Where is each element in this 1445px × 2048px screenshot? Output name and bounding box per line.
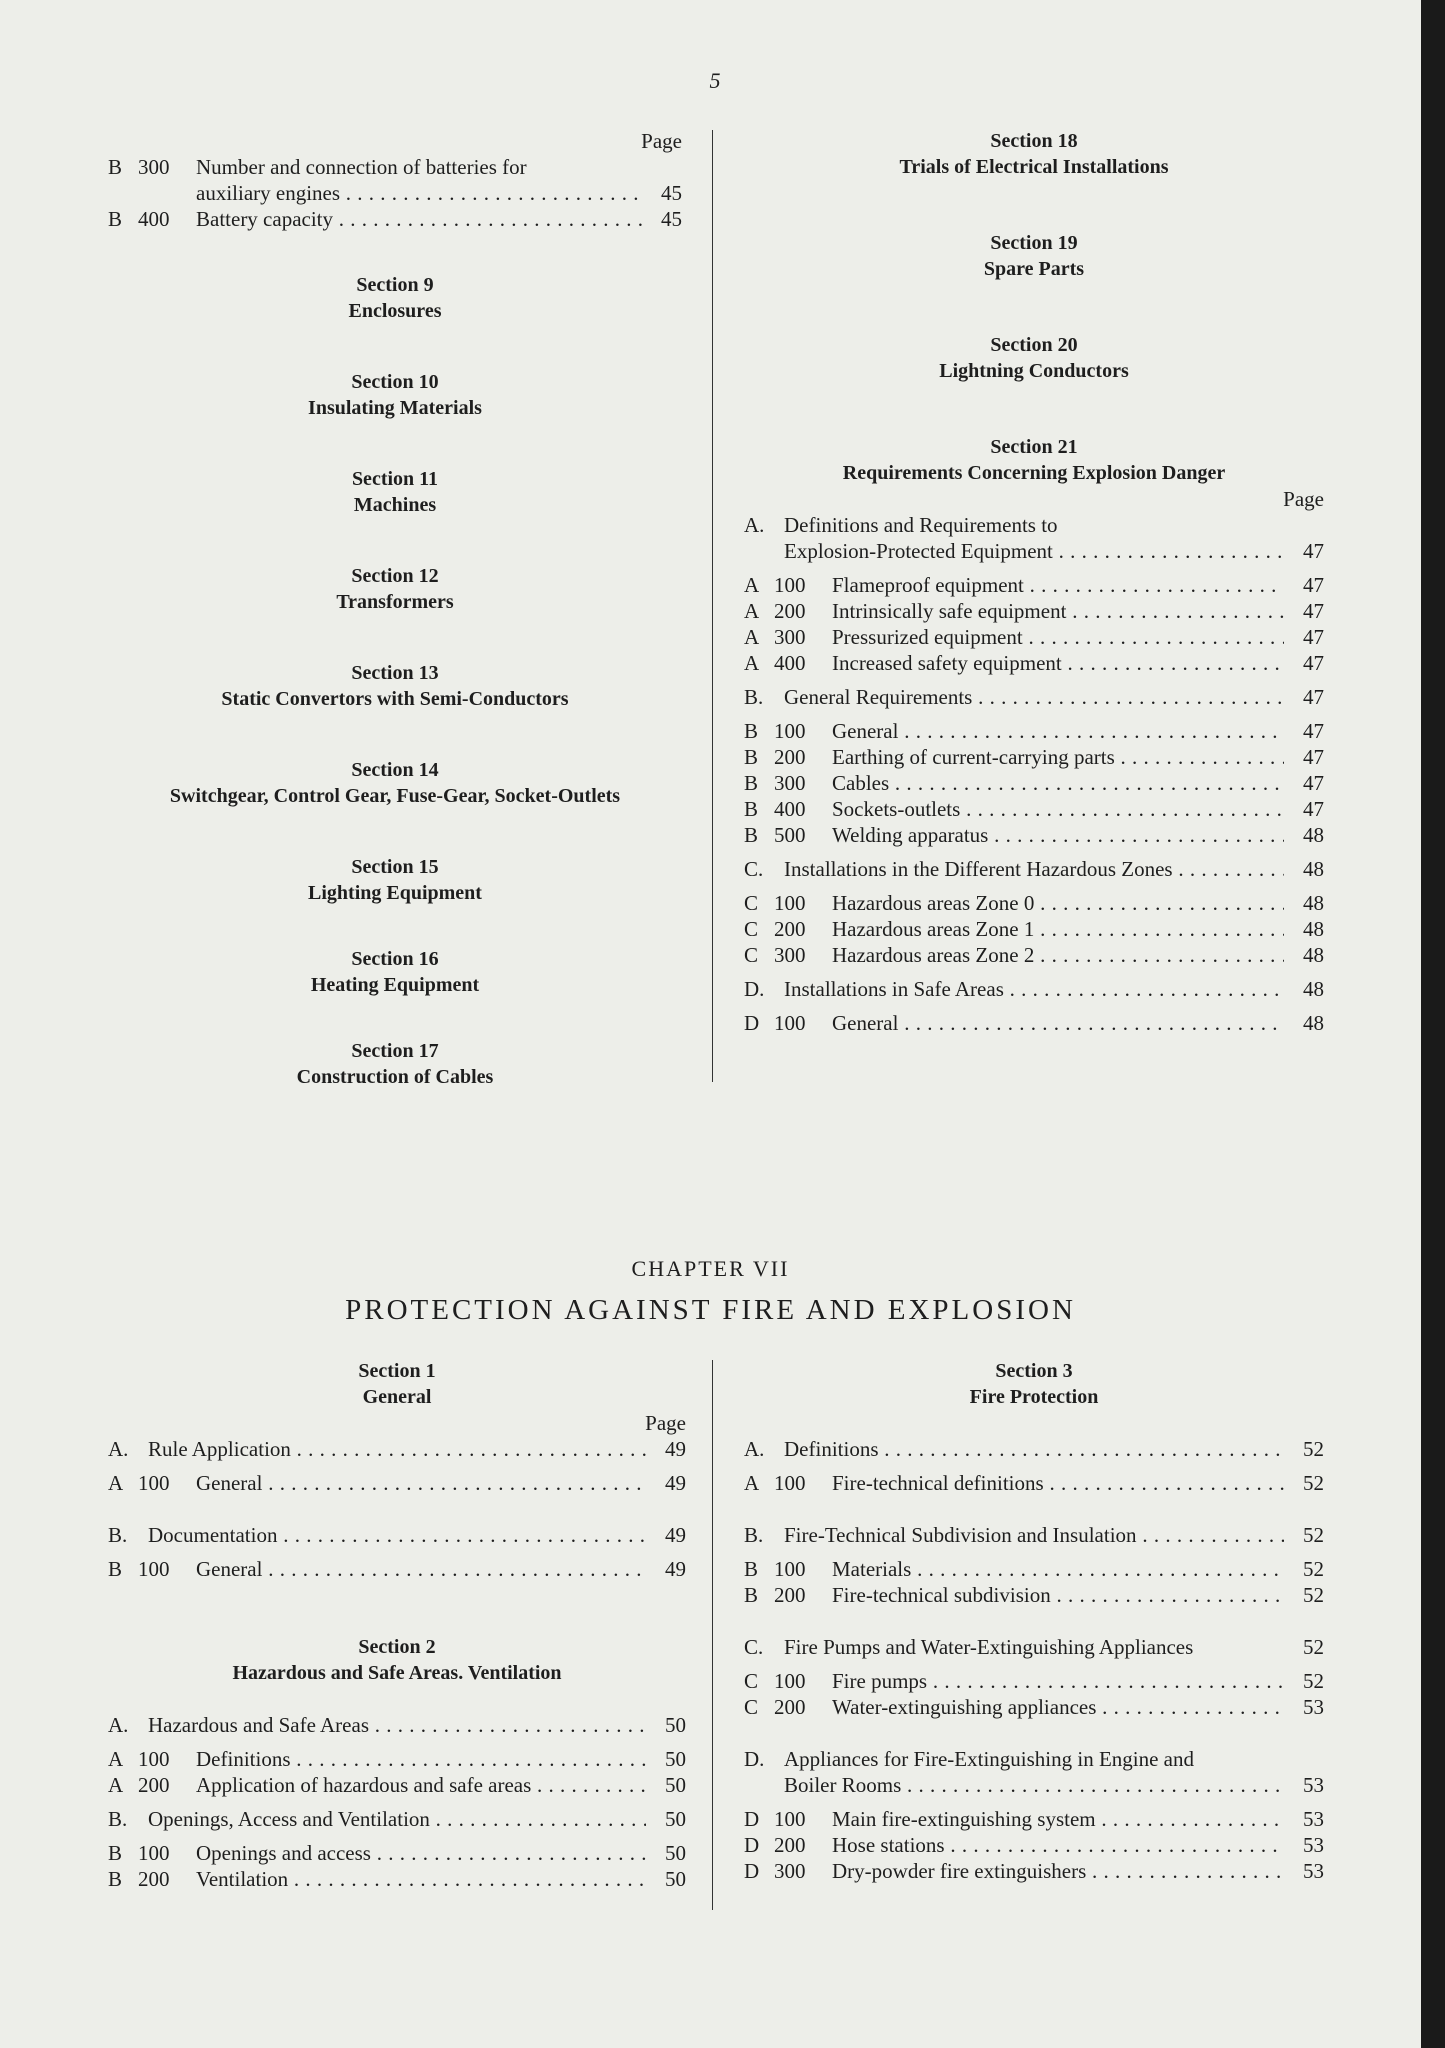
toc-group-heading-continued[interactable] (744, 538, 1324, 564)
toc-entry[interactable]: A 200 Application of hazardous and safe areas . . . 50 (108, 1772, 686, 1798)
toc-group-heading[interactable]: D. Appliances for Fire-Extinguishing in Engine and (744, 1747, 1195, 1771)
toc-group-heading-continued[interactable]: Boiler Rooms . . . 53 (744, 1772, 1324, 1798)
group-title: Definitions and Requirements to (784, 513, 1058, 537)
group-title: Installations in Safe Areas . . . (784, 976, 1284, 1002)
section-heading[interactable]: Section 10 Insulating Materials (308, 371, 482, 419)
toc-group-heading[interactable]: C. Fire Pumps and Water-Extinguishing Appliances 52 (744, 1635, 1324, 1659)
toc-group-heading[interactable]: B. Openings, Access and Ventilation . . . 50 (108, 1806, 686, 1832)
page-column-header: Page (645, 1411, 686, 1435)
toc-entry[interactable]: C 200 Hazardous areas Zone 1 . . . 48 (744, 916, 1324, 942)
toc-entry[interactable]: B 100 General . . . 47 (744, 718, 1324, 744)
chapter-title: PROTECTION AGAINST FIRE AND EXPLOSION (345, 1294, 1076, 1326)
toc-column-top-right (744, 128, 1324, 1036)
toc-group-heading[interactable]: B. Documentation . . . 49 (108, 1522, 686, 1548)
toc-group-heading[interactable]: B. Fire-Technical Subdivision and Insulation . . . 52 (744, 1522, 1324, 1548)
toc-entry[interactable]: D 100 General . . . 48 (744, 1010, 1324, 1036)
toc-group-heading[interactable]: D. Installations in Safe Areas . . . 48 (744, 976, 1324, 1002)
section-heading[interactable]: Section 1 General (358, 1360, 436, 1408)
column-divider (712, 1360, 713, 1910)
section-heading[interactable]: Section 13 Static Convertors with Semi-Conductors (221, 662, 569, 710)
toc-group-heading[interactable]: A. Definitions . . . 52 (744, 1436, 1324, 1462)
section-heading[interactable]: Section 19 Spare Parts (983, 232, 1085, 280)
toc-entry[interactable]: A 100 Fire-technical definitions . . . 52 (744, 1470, 1324, 1496)
toc-group-heading[interactable]: B. General Requirements . . . 47 (744, 684, 1324, 710)
entry-page: 45 (661, 207, 682, 231)
toc-entry[interactable]: C 100 Hazardous areas Zone 0 . . . 48 (744, 890, 1324, 916)
section-heading[interactable]: Section 18 Trials of Electrical Installations (899, 130, 1169, 178)
group-title: General Requirements . . . (784, 684, 1284, 710)
toc-entry[interactable]: B 100 Materials . . . 52 (744, 1556, 1324, 1582)
toc-entry[interactable]: B 200 Earthing of current-carrying parts . . . 47 (744, 744, 1324, 770)
toc-entry[interactable]: A 200 Intrinsically safe equipment . . . 47 (744, 598, 1324, 624)
column-divider (712, 130, 713, 1082)
toc-column-top-left (108, 128, 682, 1090)
toc-entry[interactable]: B 100 General . . . 49 (108, 1556, 686, 1582)
toc-entry[interactable]: A 100 General . . . 49 (108, 1470, 686, 1496)
toc-group-heading[interactable]: A. Definitions and Requirements to (744, 513, 1058, 537)
toc-entry[interactable]: B 300 Number and connection of batteries for (108, 155, 527, 179)
entry-title: Battery capacity . . . (196, 206, 642, 232)
toc-column-bottom-left (108, 1358, 686, 1892)
section-heading[interactable]: Section 15 Lighting Equipment (308, 856, 482, 904)
toc-entry-continued[interactable] (108, 180, 682, 206)
toc-entry[interactable]: A 100 Definitions . . . 50 (108, 1746, 686, 1772)
section-heading[interactable]: Section 11 Machines (351, 468, 439, 516)
toc-entry[interactable]: B 500 Welding apparatus . . . 48 (744, 822, 1324, 848)
toc-entry[interactable]: C 300 Hazardous areas Zone 2 . . . 48 (744, 942, 1324, 968)
entry-page: 47 (1303, 539, 1324, 563)
toc-entry[interactable]: B 400 Sockets-outlets . . . 47 (744, 796, 1324, 822)
toc-entry[interactable]: D 200 Hose stations . . . 53 (744, 1832, 1324, 1858)
toc-entry[interactable]: C 100 Fire pumps . . . 52 (744, 1668, 1324, 1694)
toc-group-heading[interactable]: A. Hazardous and Safe Areas . . . 50 (108, 1712, 686, 1738)
toc-entry[interactable]: A 400 Increased safety equipment . . . 47 (744, 650, 1324, 676)
toc-entry[interactable]: D 300 Dry-powder fire extinguishers . . . 53 (744, 1858, 1324, 1884)
section-heading[interactable]: Section 12 Transformers (336, 565, 454, 613)
toc-group-heading[interactable]: A. Rule Application . . . 49 (108, 1436, 686, 1462)
toc-entry[interactable]: A 100 Flameproof equipment . . . 47 (744, 572, 1324, 598)
section-heading[interactable]: Section 3 Fire Protection (969, 1360, 1099, 1408)
toc-entry[interactable]: B 400 Battery capacity . . . 45 (108, 206, 682, 232)
toc-entry[interactable]: B 200 Ventilation . . . 50 (108, 1866, 686, 1892)
section-heading[interactable]: Section 21 Requirements Concerning Explosion Danger (842, 436, 1226, 484)
toc-group-heading[interactable]: C. Installations in the Different Hazardous Zones . . . 48 (744, 856, 1324, 882)
toc-entry[interactable]: C 200 Water-extinguishing appliances . . . 53 (744, 1694, 1324, 1720)
section-heading[interactable]: Section 16 Heating Equipment (310, 948, 480, 996)
section-heading[interactable]: Section 17 Construction of Cables (296, 1040, 494, 1088)
toc-entry[interactable]: B 300 Cables . . . 47 (744, 770, 1324, 796)
entry-title: auxiliary engines . . . (196, 180, 642, 206)
toc-column-bottom-right (744, 1358, 1324, 1884)
section-heading[interactable]: Section 2 Hazardous and Safe Areas. Ventilation (232, 1636, 562, 1684)
section-heading[interactable]: Section 14 Switchgear, Control Gear, Fuse-Gear, Socket-Outlets (169, 759, 621, 807)
page-column-header: Page (1283, 487, 1324, 511)
group-title: Installations in the Different Hazardous Zones . . . (784, 856, 1284, 882)
toc-entry[interactable]: B 100 Openings and access . . . 50 (108, 1840, 686, 1866)
section-heading[interactable]: Section 20 Lightning Conductors (939, 334, 1129, 382)
group-title: Explosion-Protected Equipment . . . (784, 538, 1284, 564)
page-column-header: Page (641, 129, 682, 153)
chapter-label: CHAPTER VII (631, 1256, 790, 1281)
toc-entry[interactable]: D 100 Main fire-extinguishing system . . . 53 (744, 1806, 1324, 1832)
page-number: 5 (709, 68, 721, 93)
toc-entry[interactable]: A 300 Pressurized equipment . . . 47 (744, 624, 1324, 650)
toc-entry[interactable]: B 200 Fire-technical subdivision . . . 52 (744, 1582, 1324, 1608)
entry-page: 45 (661, 181, 682, 205)
entry-title: Number and connection of batteries for (196, 155, 527, 179)
section-heading[interactable]: Section 9 Enclosures (348, 274, 442, 322)
